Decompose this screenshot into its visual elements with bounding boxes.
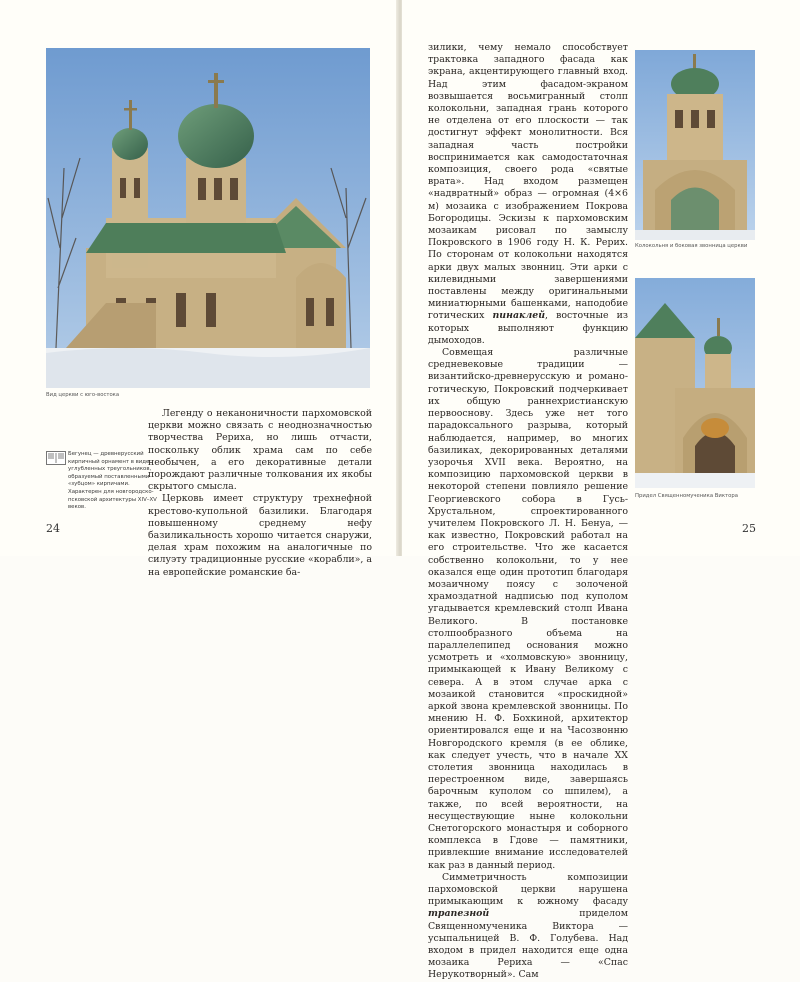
paragraph: Церковь имеет структуру трехнефной крестово-купольной базилики. Благодаря повышенному среднему нефу базиликальность хорошо читается снаружи, делая храм похожим на аналогичные по силуэту традиционные русские «корабли», а на европейские романские ба- bbox=[148, 493, 372, 578]
church-southeast-photo bbox=[46, 48, 370, 388]
paragraph: Совмещая различные средневековые традиции — византийско-древнерусскую и романо-готическую, Покровский подчеркивает их общую раннехристианскую первооснову. Здесь уже нет того парадоксального разрыва, который наблюдается, например, во многих базиликах, декорированных деталями узорочья XVII века. Вероятно, на композицию пархомовской церкви в некоторой степени повлияло решение Георгиевского собора в Гусь-Хрустальном, спроектированного учителем Покровского Л. Н. Бенуа, — как известно, Покровский работал на его строительстве. Что же касается собственно колокольни, то у нее оказался еще один прототип благодаря мозаичному поясу с золоченой храмоздатной надписью под куполом угадывается кремлевский столп Ивана Великого. В постановке столпообразного объема на параллелепипед основания можно усмотреть и «холмовскую» звонницу, примыкающей к Ивану Великому с севера. А в этом случае арка с мозаикой становится «проскидной» аркой звона кремлевской звонницы. По мнению Н. Ф. Бохкиной, архитектор ориентировался еще и на Часозвонню Новгородского кремля (в ее облике, как следует учесть, что в начале XX столетия звонница находилась в перестроенном виде, завершаясь барочным куполом со шпилем), а также, по всей вероятности, на несуществующие ныне колокольни Снетогорского монастыря и соборного комплекса в Гдове — памятники, привлекшие внимание исследователей как раз в данный период. bbox=[428, 347, 628, 871]
term-pinnacles: пинаклей bbox=[492, 310, 546, 322]
sidebar-note-text: Бегунец — древнерусский кирпичный орнамент в виде углубленных треугольников, образуемый поставленными «зубцом» кирпичами. Характерен для новгородско-псковской архитектуры XIV–XV веков. bbox=[68, 451, 157, 511]
paragraph: Легенду о неканоничности пархомовской церкви можно связать с неоднозначностью творчества Рериха, но лишь отчасти, поскольку облик храма сам по себе необычен, а его декоративные детали порождают различные толкования их якобы скрытого смысла. bbox=[148, 408, 372, 493]
term-trapeza: трапезной bbox=[428, 908, 490, 920]
left-page bbox=[0, 0, 398, 578]
church-southeast-caption: Вид церкви с юго-востока bbox=[46, 392, 120, 398]
paragraph: Симметричность композиции пархомовской церкви нарушена примыкающим к южному фасаду bbox=[428, 871, 628, 908]
page-number-right: 25 bbox=[742, 522, 756, 535]
paragraph: приделом Священномученика Виктора — усыпальницей В. Ф. Голубева. Над входом в придел находится еще одна мозаика Рериха — «Спас Нерукотворный». Сам bbox=[428, 908, 628, 981]
bell-tower-photo bbox=[635, 50, 755, 240]
right-page bbox=[402, 0, 800, 981]
paragraph: , восточные из которых выполняют функцию дымоходов. bbox=[428, 310, 628, 346]
sidebar-note bbox=[46, 451, 163, 512]
page-number-left: 24 bbox=[46, 522, 60, 535]
left-page-text bbox=[148, 408, 372, 579]
chapel-caption: Придел Священномученика Виктора bbox=[635, 493, 738, 499]
chapel-photo bbox=[635, 278, 755, 488]
paragraph: зилики, чему немало способствует трактовка западного фасада как экрана, акцентирующего главный вход. Над этим фасадом-экраном возвышается восьмигранный столп колокольни, западная грань которого не отделена от его плоскости — так достигнут эффект монолитности. Вся западная часть постройки воспринимается как самодостаточная композиция, своего рода «святые врата». Над входом размещен «надвратный» образ — огромная (4×6 м) мозаика с изображением Покрова Богородицы. Эскизы к пархомовским мозаикам рисовал по замыслу Покровского в 1906 году Н. К. Рерих. По сторонам от колокольни находятся арки двух малых звонниц. Эти арки с килевидными завершениями поставлены между оригинальными миниатюрными башенками, наподобие готических bbox=[428, 42, 628, 322]
bell-tower-caption: Колокольня и боковая звонница церкви bbox=[635, 243, 748, 249]
right-page-text bbox=[428, 42, 628, 982]
